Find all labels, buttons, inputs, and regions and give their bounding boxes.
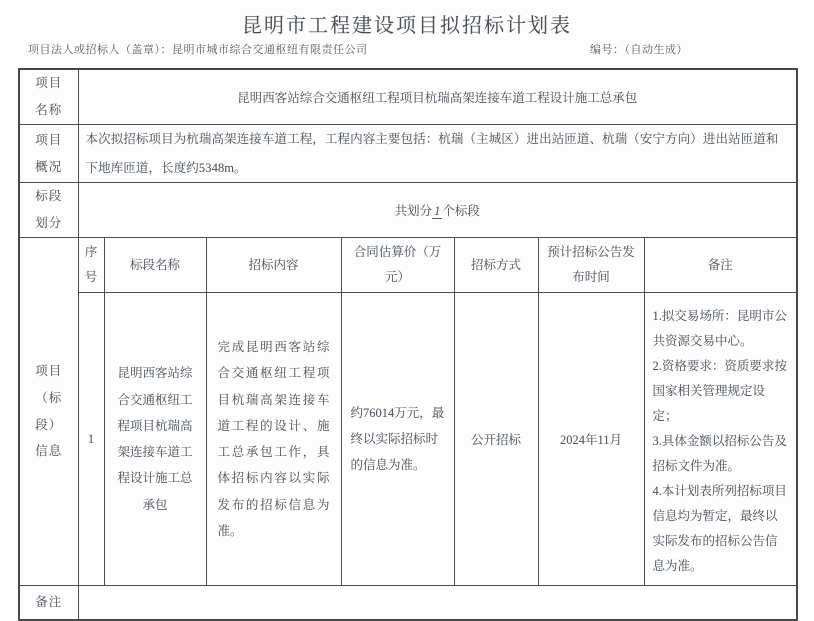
table-row (19, 183, 797, 238)
remark-item: 4.本计划表所列招标项目信息均为暂定，最终以实际发布的招标公告信息为准。 (652, 484, 787, 573)
table-row (19, 69, 797, 124)
cell-announce-time: 2024年11月 (538, 293, 644, 586)
col-header-remarks: 备注 (644, 238, 797, 293)
table-row (19, 124, 797, 183)
col-header-bidding-content: 招标内容 (206, 238, 341, 293)
division-suffix: 个标段 (442, 204, 480, 219)
footer-remarks-row (19, 586, 797, 620)
remark-item: 2.资格要求：资质要求按国家相关管理规定设定； (652, 359, 787, 423)
col-header-estimated-price: 合同估算价（万元） (341, 238, 454, 293)
project-overview-value: 本次拟招标项目为杭瑞高架连接车道工程，工程内容主要包括：杭瑞（主城区）进出站匝道、杭瑞（安宁方向）进出站匝道和下地库匝道，长度约5348m。 (78, 124, 797, 183)
document-number-text: 编号：（自动生成） (590, 44, 688, 56)
section-division-value (78, 183, 797, 238)
col-header-section-name: 标段名称 (104, 238, 206, 293)
footer-remarks-value (78, 586, 797, 620)
col-header-bidding-method: 招标方式 (454, 238, 538, 293)
cell-bidding-method: 公开招标 (454, 293, 538, 586)
col-header-seq: 序号 (78, 238, 104, 293)
bidding-plan-table (18, 68, 798, 621)
cell-section-name: 昆明西客站综合交通枢纽工程项目杭瑞高架连接车道工程设计施工总承包 (104, 293, 206, 586)
remark-item: 3.具体金额以招标公告及招标文件为准。 (652, 434, 787, 473)
section-data-row (19, 293, 797, 586)
section-division-label: 标段划分 (19, 183, 78, 238)
division-count: 1 (434, 204, 441, 219)
subheader (0, 41, 814, 57)
cell-bidding-content: 完成昆明西客站综合交通枢纽工程项目杭瑞高架连接车道工程的设计、施工总承包工作，具体招标内容以实际发布的招标信息为准。 (206, 293, 341, 586)
division-prefix: 共划分 (394, 204, 433, 219)
page-title: 昆明市工程建设项目拟招标计划表 (242, 15, 572, 37)
col-header-announce-time: 预计招标公告发布时间 (538, 238, 644, 293)
section-info-group-label: 项目（标段）信息 (19, 238, 78, 586)
cell-seq: 1 (78, 293, 104, 586)
legal-person-text: 项目法人或招标人（盖章）：昆明市城市综合交通枢纽有限责任公司 (28, 44, 368, 56)
footer-remarks-label: 备注 (19, 586, 78, 620)
remark-item: 1.拟交易场所：昆明市公共资源交易中心。 (652, 309, 787, 348)
project-name-value: 昆明西客站综合交通枢纽工程项目杭瑞高架连接车道工程设计施工总承包 (78, 69, 797, 124)
cell-remarks (644, 293, 797, 586)
column-header-row (19, 238, 797, 293)
cell-estimated-price: 约76014万元，最终以实际招标时的信息为准。 (341, 293, 454, 586)
project-name-label: 项目名称 (19, 69, 78, 124)
project-overview-label: 项目概况 (19, 124, 78, 183)
